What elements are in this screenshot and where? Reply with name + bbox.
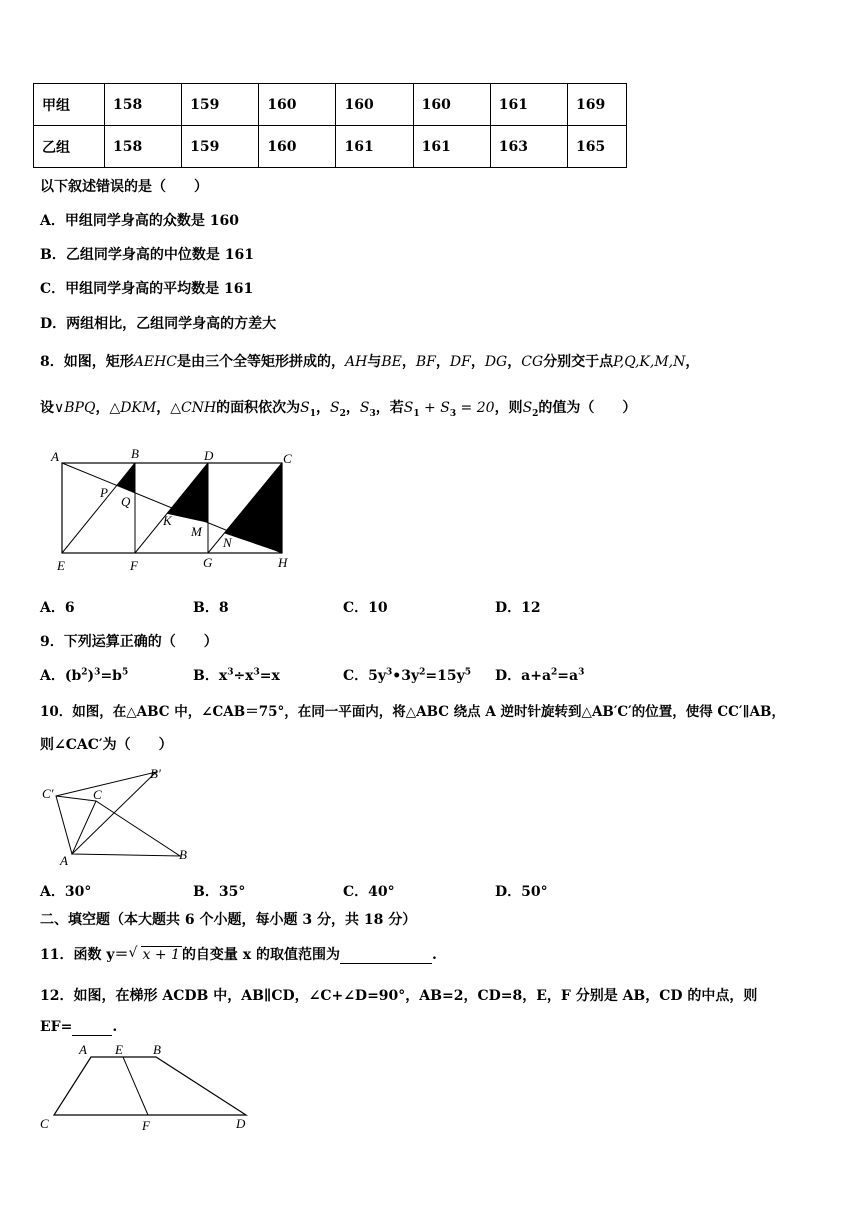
point-label-b: B bbox=[131, 446, 139, 461]
table-cell: 161 bbox=[336, 126, 413, 168]
point-label-f: F bbox=[130, 558, 138, 573]
table-cell: 158 bbox=[105, 84, 182, 126]
trapezoid-acdb bbox=[54, 1057, 246, 1115]
q8-option-d: D．12 bbox=[495, 600, 541, 616]
table-cell: 160 bbox=[336, 84, 413, 126]
point-label-n: N bbox=[223, 535, 232, 550]
q7-option-a: A．甲组同学身高的众数是 160 bbox=[40, 213, 239, 229]
q9-option-c: C．$5y^3•3y^2=15y^5$ bbox=[343, 667, 472, 684]
q8-line2: 设∨BPQ，△DKM，△CNH的面积依次为$S_1$，$S_2$，$S_3$，若$S_1 + S_3 = 20$，则$S_2$的值为（ ） bbox=[40, 400, 637, 419]
q12-line1: 12．如图，在梯形 ACDB 中，AB∥CD，∠C+∠D=90°，AB=2，CD=8，E，F 分别是 AB，CD 的中点，则 bbox=[40, 988, 758, 1004]
point-label-c: C bbox=[93, 787, 102, 802]
table-cell: 160 bbox=[259, 126, 336, 168]
sqrt-expression: √ x + 1 bbox=[128, 945, 180, 963]
point-label-a: A bbox=[51, 449, 59, 464]
shaded-triangle-cnh bbox=[225, 463, 283, 553]
q8-option-b: B．8 bbox=[193, 600, 229, 616]
table-cell: 160 bbox=[413, 84, 490, 126]
q9-option-b: B．$x^3\div x^3=x$ bbox=[193, 667, 280, 684]
q7-option-b: B．乙组同学身高的中位数是 161 bbox=[40, 247, 254, 263]
q10-option-d: D．50° bbox=[495, 884, 548, 900]
q7-option-c: C．甲组同学身高的平均数是 161 bbox=[40, 281, 254, 297]
point-label-c: C bbox=[283, 451, 292, 466]
q9-option-d: D．$a+a^2=a^3$ bbox=[495, 667, 585, 684]
table-cell: 159 bbox=[182, 126, 259, 168]
table-cell: 161 bbox=[413, 126, 490, 168]
q10-option-a: A．30° bbox=[40, 884, 92, 900]
shaded-triangle-bpq bbox=[117, 463, 135, 493]
q10-line1: 10．如图，在△ABC 中，∠CAB＝75°，在同一平面内，将△ABC 绕点 A 逆时针旋转到△AB′C′的位置，使得 CC′∥AB， bbox=[40, 704, 785, 720]
triangle-abc bbox=[72, 801, 180, 856]
q9-stem: 9．下列运算正确的（ ） bbox=[40, 634, 218, 650]
table-row bbox=[34, 126, 627, 168]
table-cell: 169 bbox=[568, 84, 627, 126]
point-label-f: F bbox=[142, 1118, 150, 1133]
row-label: 甲组 bbox=[34, 84, 105, 126]
point-label-d: D bbox=[204, 448, 214, 463]
point-label-c-prime: C′ bbox=[42, 786, 54, 801]
point-label-a: A bbox=[60, 853, 68, 868]
answer-blank[interactable] bbox=[340, 947, 432, 964]
q10-line2: 则∠CAC′为（ ） bbox=[40, 737, 173, 753]
q10-option-c: C．40° bbox=[343, 884, 395, 900]
point-label-b-prime: B′ bbox=[150, 766, 161, 781]
point-label-h: H bbox=[278, 555, 288, 570]
point-label-a: A bbox=[79, 1042, 87, 1057]
table-cell: 160 bbox=[259, 84, 336, 126]
point-label-e: E bbox=[57, 558, 65, 573]
q7-option-d: D．两组相比，乙组同学身高的方差大 bbox=[40, 316, 277, 332]
table-cell: 159 bbox=[182, 84, 259, 126]
point-label-g: G bbox=[203, 555, 213, 570]
point-label-c: C bbox=[40, 1116, 49, 1131]
q8-rectangle-figure bbox=[45, 443, 305, 578]
table-cell: 158 bbox=[105, 126, 182, 168]
segment-cc1 bbox=[56, 796, 96, 801]
q12-line2: EF= . bbox=[40, 1019, 118, 1035]
table-cell: 161 bbox=[490, 84, 567, 126]
q10-rotation-figure bbox=[38, 762, 198, 872]
q8-option-a: A．6 bbox=[40, 600, 75, 616]
segment-ef bbox=[123, 1057, 148, 1115]
answer-blank[interactable] bbox=[72, 1019, 112, 1036]
point-label-q: Q bbox=[121, 494, 131, 509]
row-label: 乙组 bbox=[34, 126, 105, 168]
point-label-m: M bbox=[191, 524, 202, 539]
point-label-k: K bbox=[163, 513, 172, 528]
q8-line1: 8．如图，矩形AEHC是由三个全等矩形拼成的，AH与BE，BF，DF，DG，CG分别交于点P,Q,K,M,N， bbox=[40, 354, 700, 370]
section-title-fill-in: 二、填空题（本大题共 6 个小题，每小题 3 分，共 18 分） bbox=[40, 912, 417, 928]
q9-option-a: A．$(b^2)^3=b^5$ bbox=[40, 667, 129, 684]
q12-trapezoid-figure bbox=[36, 1040, 256, 1135]
point-label-e: E bbox=[115, 1042, 123, 1057]
shaded-triangle-dkm bbox=[167, 463, 208, 523]
q8-option-c: C．10 bbox=[343, 600, 388, 616]
q11-text: 11．函数 y＝ √ x + 1 的自变量 x 的取值范围为 . bbox=[40, 945, 437, 963]
point-label-p: P bbox=[100, 485, 108, 500]
height-table bbox=[33, 83, 627, 168]
triangle-ab1c1 bbox=[56, 772, 156, 854]
table-row bbox=[34, 84, 627, 126]
table-cell: 163 bbox=[490, 126, 567, 168]
point-label-b: B bbox=[153, 1042, 161, 1057]
point-label-d: D bbox=[236, 1116, 246, 1131]
q7-stem: 以下叙述错误的是（ ） bbox=[40, 179, 208, 195]
q10-option-b: B．35° bbox=[193, 884, 246, 900]
point-label-b: B bbox=[179, 847, 187, 862]
table-cell: 165 bbox=[568, 126, 627, 168]
